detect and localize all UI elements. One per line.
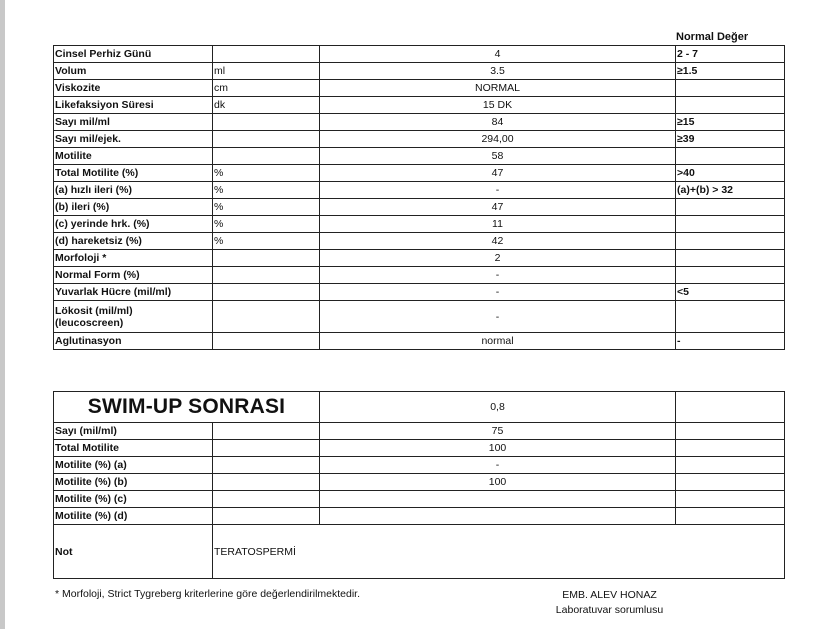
row-label: Sayı (mil/ml) — [54, 423, 213, 440]
row-unit — [213, 284, 320, 301]
row-label-text: Viskozite — [55, 82, 101, 94]
row-value: 3.5 — [320, 63, 676, 80]
row-unit — [213, 267, 320, 284]
row-unit: % — [213, 233, 320, 250]
row-label-text: (b) ileri (%) — [55, 201, 110, 213]
row-value: 2 — [320, 250, 676, 267]
row-value: 42 — [320, 233, 676, 250]
row-value — [320, 508, 676, 525]
row-value: 15 DK — [320, 97, 676, 114]
empty-cell — [676, 508, 785, 525]
row-label-text: (a) hızlı ileri (%) — [55, 184, 133, 196]
row-label-text: Aglutinasyon — [55, 335, 122, 347]
row-label — [54, 233, 213, 250]
row-label-text: Motilite — [55, 150, 92, 162]
table-row — [54, 233, 785, 250]
row-normal-value — [676, 199, 785, 216]
note-value: TERATOSPERMİ — [213, 525, 785, 579]
table-row — [54, 301, 785, 333]
table-row — [54, 182, 785, 199]
row-label-text-2: (leucoscreen) — [55, 316, 124, 329]
row-unit: % — [213, 165, 320, 182]
table-row — [54, 333, 785, 350]
row-unit: % — [213, 216, 320, 233]
row-label — [54, 114, 213, 131]
signer-name: EMB. ALEV HONAZ — [562, 589, 657, 601]
empty-cell — [676, 457, 785, 474]
row-label: Motilite (%) (c) — [54, 491, 213, 508]
row-unit: cm — [213, 80, 320, 97]
row-label: Total Motilite — [54, 440, 213, 457]
row-unit — [213, 46, 320, 63]
row-label-text: Yuvarlak Hücre (mil/ml) — [55, 286, 172, 298]
note-row — [54, 525, 785, 579]
row-normal-value: (a)+(b) > 32 — [676, 182, 785, 199]
row-label — [54, 250, 213, 267]
empty-cell — [213, 508, 320, 525]
row-unit — [213, 250, 320, 267]
empty-cell — [676, 440, 785, 457]
table-row — [54, 63, 785, 80]
row-label-text: (d) hareketsiz (%) — [55, 235, 142, 247]
swim-up-table — [53, 391, 785, 579]
table-row — [54, 267, 785, 284]
row-value: - — [320, 301, 676, 333]
row-normal-value — [676, 148, 785, 165]
signature-block — [542, 588, 677, 618]
row-value: - — [320, 182, 676, 199]
row-label — [54, 148, 213, 165]
row-value: - — [320, 267, 676, 284]
empty-cell — [213, 440, 320, 457]
page-edge — [0, 0, 5, 629]
table-row — [54, 148, 785, 165]
row-label — [54, 182, 213, 199]
row-normal-value: ≥39 — [676, 131, 785, 148]
empty-cell — [213, 474, 320, 491]
normal-value-header: Normal Değer — [676, 31, 749, 43]
row-unit — [213, 333, 320, 350]
table-row — [54, 199, 785, 216]
row-label — [54, 80, 213, 97]
table-row — [54, 250, 785, 267]
row-label — [54, 333, 213, 350]
signer-title: Laboratuvar sorumlusu — [555, 604, 664, 616]
row-normal-value: >40 — [676, 165, 785, 182]
row-value: normal — [320, 333, 676, 350]
row-label — [54, 63, 213, 80]
row-label — [54, 216, 213, 233]
row-normal-value — [676, 250, 785, 267]
row-value: 75 — [320, 423, 676, 440]
table-row — [54, 131, 785, 148]
swim-up-row — [54, 423, 785, 440]
row-value: 11 — [320, 216, 676, 233]
row-unit — [213, 114, 320, 131]
row-label-text: (c) yerinde hrk. (%) — [55, 218, 150, 230]
swim-up-row — [54, 474, 785, 491]
row-label-text: Volum — [55, 65, 87, 77]
row-label-text: Total Motilite (%) — [55, 167, 139, 179]
table-row — [54, 46, 785, 63]
empty-cell — [213, 423, 320, 440]
table-row — [54, 97, 785, 114]
row-label — [54, 131, 213, 148]
swim-up-row — [54, 508, 785, 525]
row-label-text: Cinsel Perhiz Günü — [55, 48, 152, 60]
row-normal-value — [676, 80, 785, 97]
row-unit: % — [213, 199, 320, 216]
row-unit — [213, 148, 320, 165]
row-normal-value: - — [676, 333, 785, 350]
row-label — [54, 199, 213, 216]
empty-cell — [676, 491, 785, 508]
row-value: NORMAL — [320, 80, 676, 97]
row-label-text: Normal Form (%) — [55, 269, 140, 281]
swim-up-row — [54, 457, 785, 474]
swim-up-row — [54, 491, 785, 508]
row-value: 84 — [320, 114, 676, 131]
row-value: 47 — [320, 165, 676, 182]
row-normal-value — [676, 216, 785, 233]
row-label-text: Likefaksiyon Süresi — [55, 99, 154, 111]
swim-up-title: SWIM-UP SONRASI — [54, 392, 320, 423]
table-row — [54, 114, 785, 131]
row-label — [54, 165, 213, 182]
row-unit: ml — [213, 63, 320, 80]
swim-up-title-value: 0,8 — [320, 392, 676, 423]
table-row — [54, 216, 785, 233]
row-normal-value — [676, 97, 785, 114]
row-label — [54, 301, 213, 333]
row-value: 47 — [320, 199, 676, 216]
row-normal-value — [676, 233, 785, 250]
row-label-text: Lökosit (mil/ml) — [55, 304, 133, 317]
empty-cell — [213, 457, 320, 474]
row-label: Motilite (%) (d) — [54, 508, 213, 525]
row-label-text: Sayı mil/ml — [55, 116, 110, 128]
row-normal-value — [676, 301, 785, 333]
row-value — [320, 491, 676, 508]
empty-cell — [676, 423, 785, 440]
row-label-text: Morfoloji * — [55, 252, 107, 264]
note-label: Not — [54, 525, 213, 579]
row-normal-value: ≥1.5 — [676, 63, 785, 80]
row-normal-value: <5 — [676, 284, 785, 301]
row-value: 100 — [320, 474, 676, 491]
row-label: Motilite (%) (a) — [54, 457, 213, 474]
row-normal-value — [676, 267, 785, 284]
row-unit: % — [213, 182, 320, 199]
row-value: - — [320, 284, 676, 301]
table-row — [54, 80, 785, 97]
row-label — [54, 284, 213, 301]
row-value: 294,00 — [320, 131, 676, 148]
row-normal-value: 2 - 7 — [676, 46, 785, 63]
empty-cell — [676, 474, 785, 491]
empty-cell — [676, 392, 785, 423]
row-value: 58 — [320, 148, 676, 165]
row-label-text: Sayı mil/ejek. — [55, 133, 121, 145]
row-unit: dk — [213, 97, 320, 114]
row-label: Motilite (%) (b) — [54, 474, 213, 491]
row-label — [54, 46, 213, 63]
table-row — [54, 284, 785, 301]
row-unit — [213, 301, 320, 333]
row-label — [54, 97, 213, 114]
empty-cell — [213, 491, 320, 508]
swim-up-row — [54, 440, 785, 457]
row-label — [54, 267, 213, 284]
swim-up-header-row — [54, 392, 785, 423]
semen-analysis-table — [53, 45, 785, 350]
table-row — [54, 165, 785, 182]
row-unit — [213, 131, 320, 148]
row-normal-value: ≥15 — [676, 114, 785, 131]
row-value: 4 — [320, 46, 676, 63]
row-value: 100 — [320, 440, 676, 457]
row-value: - — [320, 457, 676, 474]
footnote: * Morfoloji, Strict Tygreberg kriterlerine göre değerlendirilmektedir. — [55, 588, 361, 600]
